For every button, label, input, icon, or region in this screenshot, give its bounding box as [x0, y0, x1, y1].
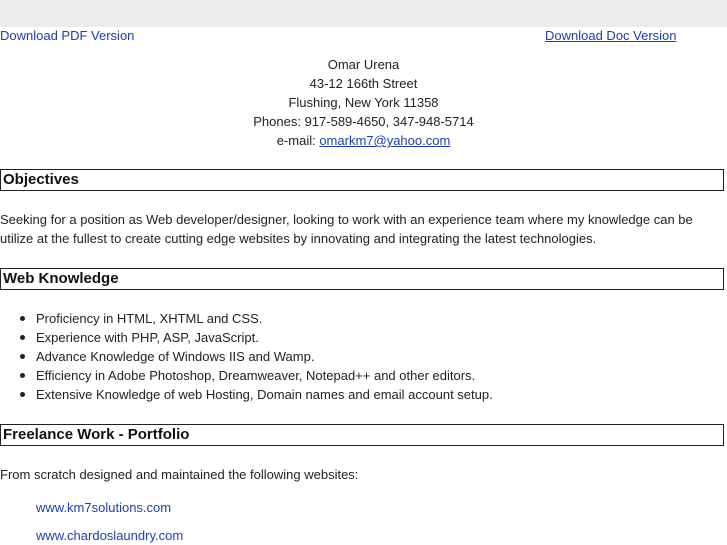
email-link[interactable]: omarkm7@yahoo.com: [319, 133, 451, 148]
email-label: e-mail:: [276, 133, 320, 148]
list-item: [0, 366, 493, 385]
download-pdf-link[interactable]: Download PDF Version: [0, 28, 135, 43]
top-bar: [0, 0, 727, 27]
contact-phones: Phones: 917-589-4650, 347-948-5714: [253, 114, 474, 129]
web-knowledge-heading: Web Knowledge: [0, 268, 724, 290]
list-item-text: Proficiency in HTML, XHTML and CSS.: [36, 311, 263, 326]
objectives-heading: Objectives: [0, 169, 724, 191]
portfolio-site-link[interactable]: www.chardoslaundry.com: [36, 528, 184, 543]
portfolio-heading: Freelance Work - Portfolio: [0, 424, 724, 446]
objectives-text: Seeking for a position as Web developer/designer, looking to work with an experience team where my knowledge can be utilize at the fullest to create cutting edge websites by innovating and integrating the latest technologies.: [0, 212, 693, 246]
contact-city: Flushing, New York 11358: [288, 95, 439, 110]
contact-name: Omar Urena: [327, 57, 400, 72]
list-item: [0, 347, 493, 366]
download-doc-link[interactable]: Download Doc Version: [545, 28, 677, 43]
list-item-text: Advance Knowledge of Windows IIS and Wamp.: [36, 349, 315, 364]
list-item: [0, 309, 493, 328]
portfolio-site-link[interactable]: www.km7solutions.com: [36, 500, 172, 515]
web-knowledge-list: [0, 309, 493, 404]
list-item-text: Experience with PHP, ASP, JavaScript.: [36, 330, 259, 345]
list-item-text: Extensive Knowledge of web Hosting, Domain names and email account setup.: [36, 387, 493, 402]
bullet-icon: [20, 392, 25, 397]
contact-block: [0, 55, 727, 150]
portfolio-intro: From scratch designed and maintained the following websites:: [0, 467, 359, 482]
bullet-icon: [20, 373, 25, 378]
bullet-icon: [20, 316, 25, 321]
list-item-text: Efficiency in Adobe Photoshop, Dreamweaver, Notepad++ and other editors.: [36, 368, 476, 383]
contact-email-line: [0, 131, 727, 150]
bullet-icon: [20, 354, 25, 359]
list-item: [0, 385, 493, 404]
bullet-icon: [20, 335, 25, 340]
list-item: [0, 328, 493, 347]
contact-street: 43-12 166th Street: [309, 76, 418, 91]
